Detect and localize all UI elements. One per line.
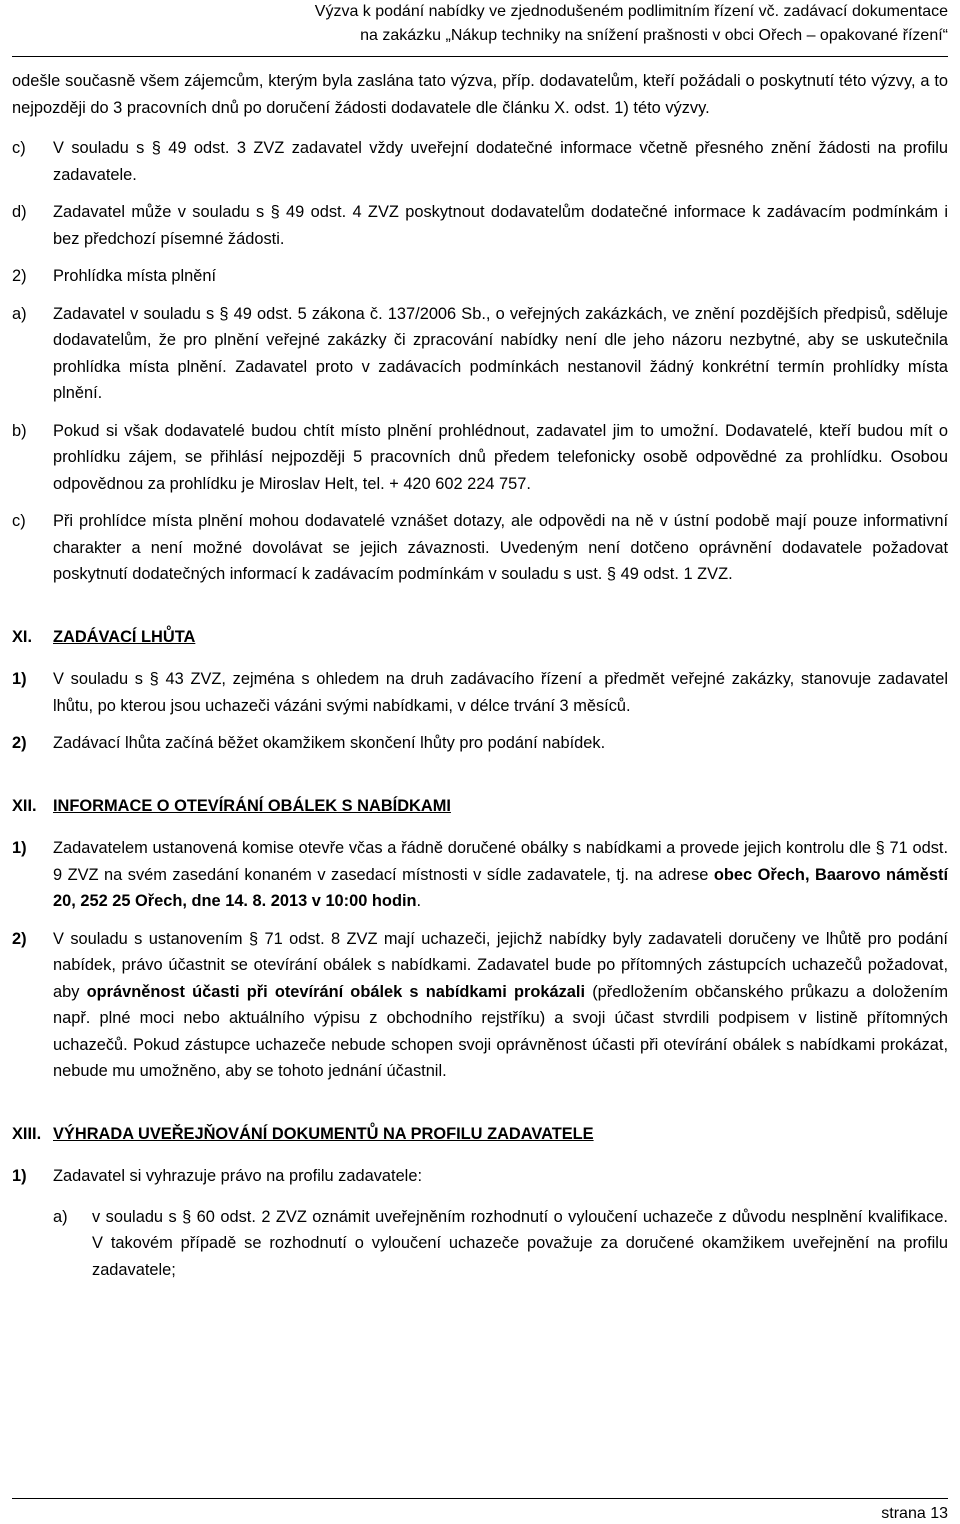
- item-label: 2): [12, 267, 27, 285]
- item-bold-text: oprávněnost účasti při otevírání obálek s nabídkami prokázali: [86, 982, 586, 1001]
- subsection-title: Prohlídka místa plnění: [53, 267, 217, 285]
- item-label: 2): [12, 734, 27, 752]
- item-label: 1): [12, 1167, 27, 1185]
- item-text: Zadávací lhůta začíná běžet okamžikem skončení lhůty pro podání nabídek.: [53, 734, 606, 752]
- item-1d: [12, 199, 948, 252]
- item-text: V souladu s ustanovením § 71 odst. 8 ZVZ mají uchazeči, jejichž nabídky byly zadavateli doručeny ve lhůtě pro podání nabídek, právo účastnit se otevírání obálek s nabídkami. Zadavatel bude po přítomných zástupcích uchazečů požadovat, aby: [53, 929, 948, 1001]
- page-number: strana 13: [881, 1505, 948, 1522]
- subsection-2-heading: [12, 263, 948, 290]
- header-rule: [12, 56, 948, 57]
- item-1c: [12, 135, 948, 188]
- item-label: a): [53, 1207, 68, 1226]
- section-title: INFORMACE O OTEVÍRÁNÍ OBÁLEK S NABÍDKAMI: [53, 796, 451, 815]
- item-xii-2: [12, 926, 948, 1085]
- item-text: Pokud si však dodavatelé budou chtít místo plnění prohlédnout, zadavatel jim to umožní. Dodavatelé, kteří budou mít o prohlídku zájem, se přihlásí nejpozději 5 pracovních dnů předem telefonicky osobě odpovědné za prohlídku. Osobou odpovědnou za prohlídku je Miroslav Helt, tel. + 420 602 224 757.: [53, 421, 948, 493]
- item-text: Zadavatel si vyhrazuje právo na profilu zadavatele:: [53, 1167, 422, 1185]
- intro-paragraph: odešle současně všem zájemcům, kterým byla zaslána tato výzva, příp. dodavatelům, kteří požádali o poskytnutí této výzvy, a to nejpozději do 3 pracovních dnů po doručení žádosti dodavatele dle článku X. odst. 1) této výzvy.: [12, 72, 948, 117]
- item-label: b): [12, 421, 27, 440]
- section-number: XII.: [12, 796, 37, 815]
- footer-rule: [12, 1498, 948, 1499]
- item-xi-1: [12, 666, 948, 719]
- item-text: Zadavatel může v souladu s § 49 odst. 4 ZVZ poskytnout dodavatelům dodatečné informace k zadávacím podmínkám i bez předchozí písemné žádosti.: [53, 203, 948, 248]
- item-text: V souladu s § 43 ZVZ, zejména s ohledem na druh zadávacího řízení a předmět veřejné zakázky, stanovuje zadavatel lhůtu, po kterou jsou uchazeči vázáni svými nabídkami, v délce trvání 3 měsíců.: [53, 670, 948, 715]
- section-number: XI.: [12, 627, 33, 646]
- item-label: 1): [12, 839, 27, 857]
- item-label: 2): [12, 929, 27, 948]
- header-line-2: na zakázku „Nákup techniky na snížení prašnosti v obci Ořech – opakované řízení“: [360, 27, 948, 44]
- item-2a: [12, 301, 948, 407]
- item-2c: [12, 508, 948, 588]
- item-text: v souladu s § 60 odst. 2 ZVZ oznámit uveřejněním rozhodnutí o vyloučení uchazeče z důvodu nesplnění kvalifikace. V takovém případě se rozhodnutí o vyloučení uchazeče považuje za doručené okamžikem uveřejnění na profilu zadavatele;: [92, 1207, 948, 1279]
- item-bold-text: obec Ořech, Baarovo náměstí 20, 252 25 Ořech, dne 14. 8. 2013 v 10:00 hodin: [53, 865, 948, 910]
- page-header: [0, 0, 948, 48]
- item-text-end: .: [416, 892, 422, 910]
- section-heading-xiii: [12, 1121, 948, 1148]
- item-label: a): [12, 304, 27, 323]
- item-text: V souladu s § 49 odst. 3 ZVZ zadavatel vždy uveřejní dodatečné informace včetně přesného znění žádosti na profilu zadavatele.: [53, 139, 948, 184]
- item-text: Při prohlídce místa plnění mohou dodavatelé vznášet dotazy, ale odpovědi na ně v ústní podobě mají pouze informativní charakter a není možné dovolávat se jejich závaznosti. Uvedeným není dotčeno oprávnění dodavatele požadovat poskytnutí dodatečných informací k zadávacím podmínkám v souladu s ust. § 49 odst. 1 ZVZ.: [53, 512, 948, 583]
- section-heading-xii: [12, 793, 948, 820]
- item-xiii-1: [12, 1163, 948, 1190]
- item-xiii-1a: [12, 1204, 948, 1284]
- section-title: VÝHRADA UVEŘEJŇOVÁNÍ DOKUMENTŮ NA PROFILU ZADAVATELE: [53, 1124, 594, 1143]
- document-body: [12, 68, 948, 1283]
- item-label: c): [12, 139, 26, 157]
- header-line-1: Výzva k podání nabídky ve zjednodušeném podlimitním řízení vč. zadávací dokumentace: [314, 3, 948, 20]
- item-label: 1): [12, 670, 27, 688]
- item-text: Zadavatelem ustanovená komise otevře včas a řádně doručené obálky s nabídkami a provede jejich kontrolu dle § 71 odst. 9 ZVZ na svém zasedání konaném v zasedací místnosti v sídle zadavatele, tj. na adrese: [53, 839, 948, 884]
- item-xi-2: [12, 730, 948, 757]
- item-label: d): [12, 203, 27, 221]
- section-number: XIII.: [12, 1124, 42, 1143]
- item-2b: [12, 418, 948, 498]
- item-label: c): [12, 512, 26, 530]
- section-heading-xi: [12, 624, 948, 651]
- item-xii-1: [12, 835, 948, 915]
- section-title: ZADÁVACÍ LHŮTA: [53, 627, 196, 646]
- item-text-end: (předložením občanského průkazu a doložením např. plné moci nebo aktuálního výpisu z obchodního rejstříku) a svoji účast stvrdili podpisem v listině přítomných uchazečů. Pokud zástupce uchazeče nebude schopen svoji oprávněnost účasti při otevírání obálek s nabídkami prokázat, nebude mu umožněno, aby se tohoto jednání účastnil.: [53, 982, 949, 1080]
- item-text: Zadavatel v souladu s § 49 odst. 5 zákona č. 137/2006 Sb., o veřejných zakázkách, ve znění pozdějších předpisů, sděluje dodavatelům, že pro plnění veřejné zakázky či zpracování nabídky není dle jeho názoru nezbytné, aby se uskutečnila prohlídka místa plnění. Zadavatel proto v zadávacích podmínkách nestanovil žádný konkrétní termín prohlídky místa plnění.: [53, 304, 948, 402]
